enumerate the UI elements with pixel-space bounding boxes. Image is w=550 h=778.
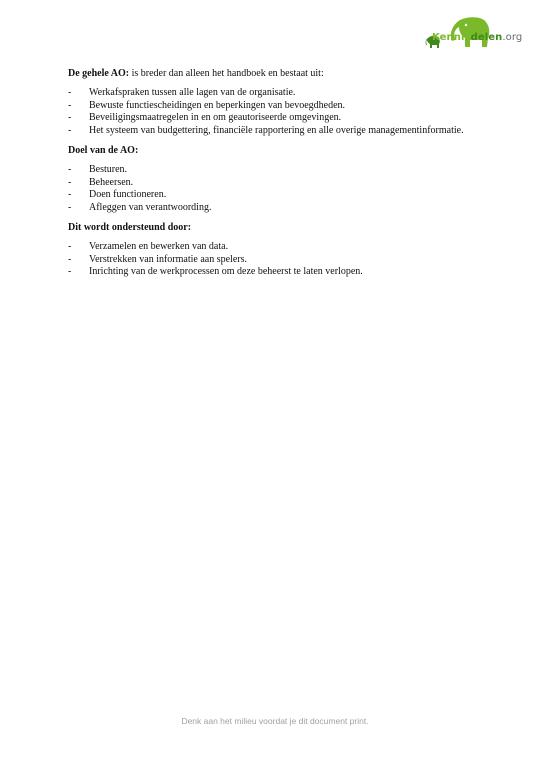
footer-note: Denk aan het milieu voordat je dit document print. bbox=[181, 716, 369, 726]
section-ondersteund bbox=[68, 222, 478, 279]
document-body bbox=[68, 68, 478, 287]
section-heading: Doel van de AO: bbox=[68, 145, 139, 157]
logo-text: Kennisdelen.org bbox=[432, 32, 523, 43]
list-item: - Verstrekken van informatie aan spelers. bbox=[68, 254, 478, 266]
list-item: - Beheersen. bbox=[68, 177, 478, 189]
list-item: - Het systeem van budgettering, financiële rapportering en alle overige managementinformatie. bbox=[68, 125, 478, 137]
list-item: - Inrichting van de werkprocessen om deze beheerst te laten verlopen. bbox=[68, 266, 478, 278]
bullet-list bbox=[68, 164, 478, 214]
section-heading: Dit wordt ondersteund door: bbox=[68, 222, 192, 234]
list-item: - Besturen. bbox=[68, 164, 478, 176]
list-item: - Bewuste functiescheidingen en beperkingen van bevoegdheden. bbox=[68, 100, 478, 112]
list-item: - Verzamelen en bewerken van data. bbox=[68, 241, 478, 253]
bullet-list bbox=[68, 241, 478, 278]
section-doel-ao bbox=[68, 145, 478, 214]
list-item: - Afleggen van verantwoording. bbox=[68, 202, 478, 214]
section-gehele-ao bbox=[68, 68, 478, 137]
bullet-list bbox=[68, 87, 478, 137]
list-item: - Werkafspraken tussen alle lagen van de organisatie. bbox=[68, 87, 478, 99]
list-item: - Beveiligingsmaatregelen in en om geautoriseerde omgevingen. bbox=[68, 112, 478, 124]
site-logo bbox=[424, 16, 534, 52]
list-item: - Doen functioneren. bbox=[68, 189, 478, 201]
section-heading: De gehele AO: is breder dan alleen het handboek en bestaat uit: bbox=[68, 68, 324, 79]
